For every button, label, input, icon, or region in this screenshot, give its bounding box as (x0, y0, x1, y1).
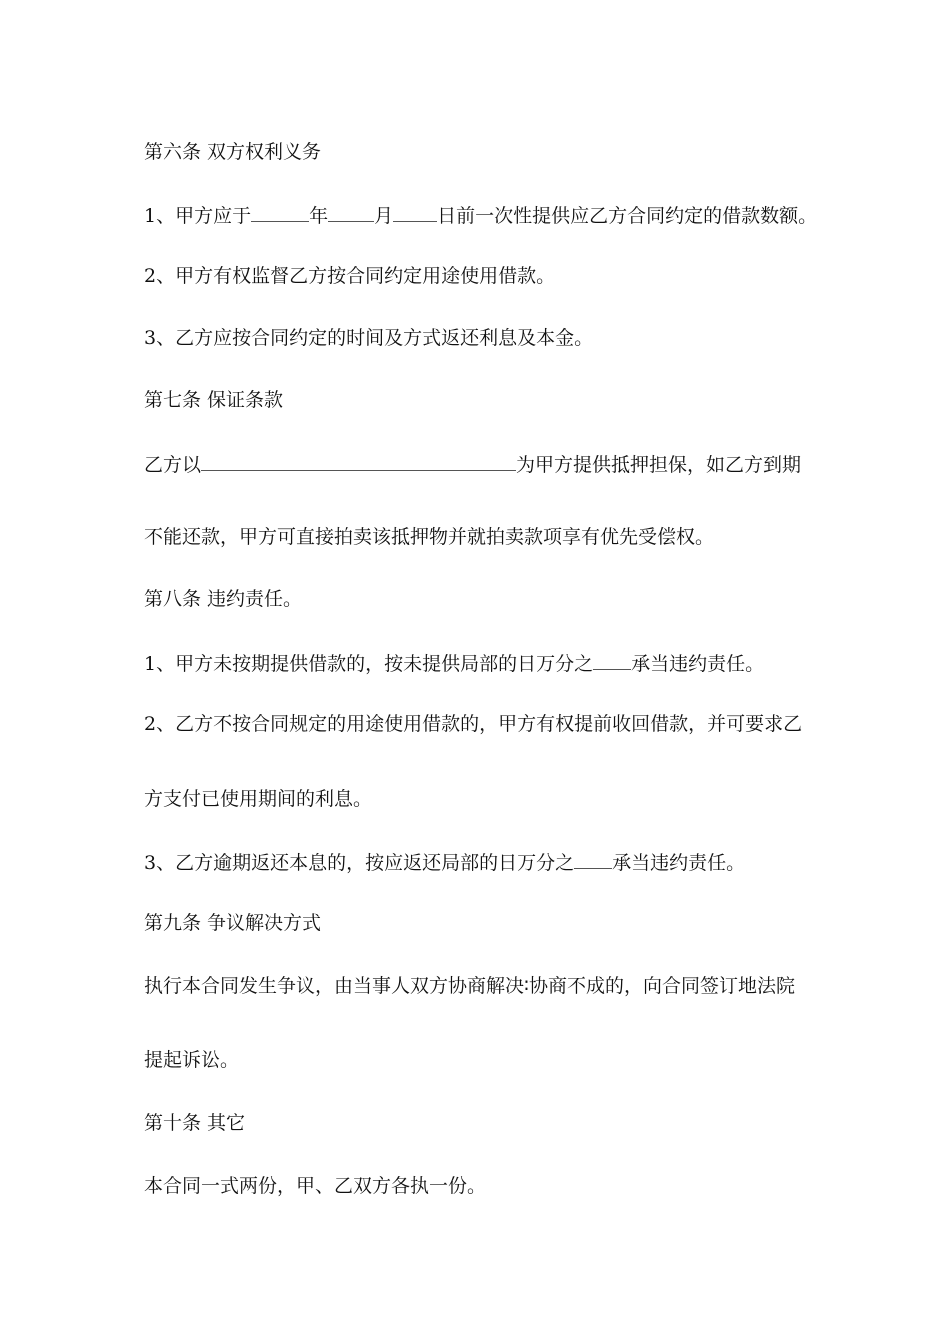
item-number: 1 (144, 653, 157, 675)
item-text: 、甲方有权监督乙方按合同约定用途使用借款。 (156, 265, 556, 287)
article-8-heading: 第八条 违约责任。 (144, 588, 303, 610)
item-text: 、乙方逾期返还本息的，按应返还局部的日万分之 (156, 852, 575, 874)
item-number: 2 (144, 265, 157, 287)
article-9-paragraph-line-1: 执行本合同发生争议，由当事人双方协商解决∶协商不成的，向合同签订地法院 (144, 975, 795, 997)
article-7-paragraph-line-2: 不能还款，甲方可直接拍卖该抵押物并就拍卖款项享有优先受偿权。 (144, 526, 715, 548)
article-6-heading: 第六条 双方权利义务 (144, 141, 322, 163)
article-8-item-3 (144, 849, 745, 875)
item-number: 2 (144, 713, 157, 735)
item-text: 、甲方应于 (156, 205, 252, 227)
article-6-item-1 (144, 202, 817, 228)
day-blank[interactable] (393, 202, 437, 222)
item-number: 3 (144, 852, 157, 874)
article-8-item-1 (144, 650, 764, 676)
collateral-blank[interactable] (201, 451, 516, 471)
penalty-rate-blank[interactable] (574, 849, 612, 869)
article-7-heading: 第七条 保证条款 (144, 389, 284, 411)
month-label: 月 (374, 205, 394, 227)
article-8-item-2-line-1 (144, 712, 802, 736)
article-10-paragraph: 本合同一式两份，甲、乙双方各执一份。 (144, 1175, 487, 1197)
paragraph-text: 乙方以 (144, 454, 202, 476)
article-7-paragraph-line-1 (144, 451, 801, 477)
article-6-item-3 (144, 326, 593, 350)
article-9-paragraph-line-2: 提起诉讼。 (144, 1049, 240, 1071)
item-text-end: 承当违约责任。 (612, 852, 746, 874)
month-blank[interactable] (328, 202, 374, 222)
item-text-end: 日前一次性提供应乙方合同约定的借款数额。 (437, 205, 818, 227)
article-10-heading: 第十条 其它 (144, 1112, 246, 1134)
item-number: 1 (144, 205, 157, 227)
item-text-end: 承当违约责任。 (631, 653, 765, 675)
year-label: 年 (309, 205, 329, 227)
item-text: 、乙方不按合同规定的用途使用借款的，甲方有权提前收回借款，并可要求乙 (156, 713, 803, 735)
item-text: 、甲方未按期提供借款的，按未提供局部的日万分之 (156, 653, 594, 675)
article-8-item-2-line-2: 方支付已使用期间的利息。 (144, 788, 373, 810)
item-text: 、乙方应按合同约定的时间及方式返还利息及本金。 (156, 327, 594, 349)
penalty-rate-blank[interactable] (593, 650, 631, 670)
article-6-item-2 (144, 264, 555, 288)
article-9-heading: 第九条 争议解决方式 (144, 912, 322, 934)
item-number: 3 (144, 327, 157, 349)
year-blank[interactable] (251, 202, 309, 222)
paragraph-text-end: 为甲方提供抵押担保，如乙方到期 (516, 454, 802, 476)
